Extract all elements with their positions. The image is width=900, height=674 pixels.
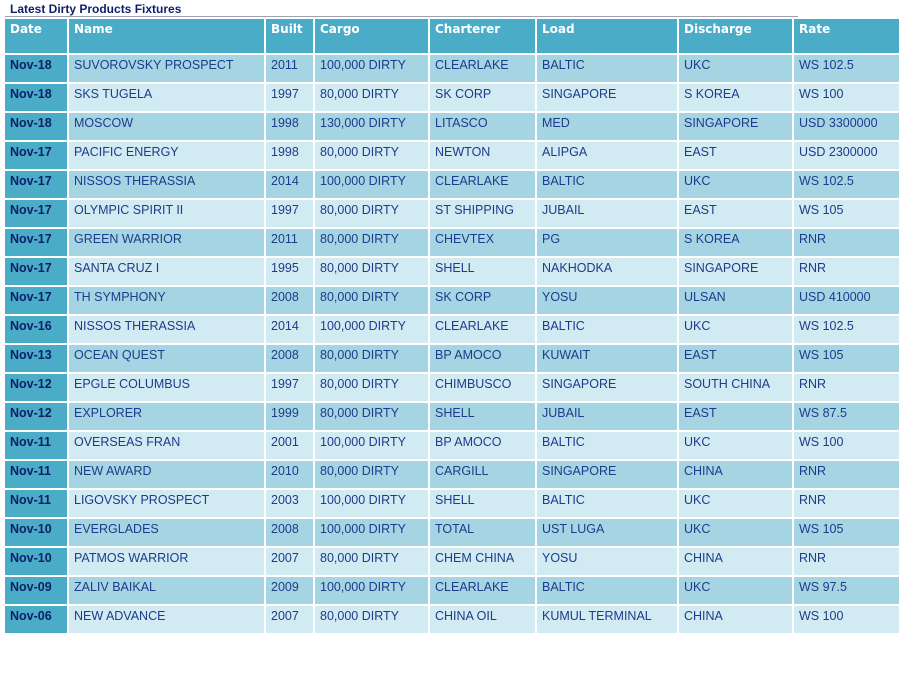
cell-built: 2014	[265, 315, 314, 344]
table-row	[5, 170, 899, 199]
cell-discharge: UKC	[678, 54, 793, 83]
cell-discharge: UKC	[678, 431, 793, 460]
cell-cargo: 80,000 DIRTY	[314, 344, 429, 373]
cell-charterer: CARGILL	[429, 460, 536, 489]
table-row	[5, 402, 899, 431]
cell-rate: WS 102.5	[793, 54, 899, 83]
cell-charterer: LITASCO	[429, 112, 536, 141]
cell-charterer: TOTAL	[429, 518, 536, 547]
cell-name: SANTA CRUZ I	[68, 257, 265, 286]
cell-date: Nov-17	[5, 141, 68, 170]
cell-cargo: 100,000 DIRTY	[314, 170, 429, 199]
table-body	[5, 54, 899, 634]
cell-charterer: BP AMOCO	[429, 344, 536, 373]
cell-cargo: 100,000 DIRTY	[314, 518, 429, 547]
title-underline	[5, 16, 798, 17]
column-header-date: Date	[5, 19, 68, 54]
column-header-name: Name	[68, 19, 265, 54]
cell-charterer: NEWTON	[429, 141, 536, 170]
cell-name: NEW AWARD	[68, 460, 265, 489]
cell-discharge: EAST	[678, 344, 793, 373]
cell-discharge: SOUTH CHINA	[678, 373, 793, 402]
cell-charterer: SHELL	[429, 402, 536, 431]
cell-name: NISSOS THERASSIA	[68, 170, 265, 199]
cell-load: YOSU	[536, 547, 678, 576]
cell-name: TH SYMPHONY	[68, 286, 265, 315]
cell-cargo: 80,000 DIRTY	[314, 547, 429, 576]
cell-charterer: SK CORP	[429, 83, 536, 112]
cell-charterer: SHELL	[429, 489, 536, 518]
cell-discharge: EAST	[678, 141, 793, 170]
cell-name: LIGOVSKY PROSPECT	[68, 489, 265, 518]
cell-built: 1998	[265, 141, 314, 170]
cell-cargo: 100,000 DIRTY	[314, 431, 429, 460]
cell-date: Nov-17	[5, 257, 68, 286]
cell-cargo: 80,000 DIRTY	[314, 83, 429, 112]
cell-built: 1997	[265, 373, 314, 402]
cell-date: Nov-17	[5, 170, 68, 199]
cell-built: 1997	[265, 83, 314, 112]
cell-discharge: UKC	[678, 315, 793, 344]
cell-date: Nov-18	[5, 112, 68, 141]
cell-rate: WS 87.5	[793, 402, 899, 431]
header-row	[5, 19, 899, 54]
cell-load: KUMUL TERMINAL	[536, 605, 678, 634]
cell-rate: WS 97.5	[793, 576, 899, 605]
cell-date: Nov-10	[5, 518, 68, 547]
cell-built: 2010	[265, 460, 314, 489]
cell-rate: WS 100	[793, 83, 899, 112]
table-row	[5, 141, 899, 170]
cell-load: SINGAPORE	[536, 83, 678, 112]
cell-charterer: SHELL	[429, 257, 536, 286]
cell-name: SUVOROVSKY PROSPECT	[68, 54, 265, 83]
table-row	[5, 373, 899, 402]
cell-built: 2003	[265, 489, 314, 518]
cell-load: BALTIC	[536, 315, 678, 344]
table-row	[5, 199, 899, 228]
cell-date: Nov-10	[5, 547, 68, 576]
cell-date: Nov-16	[5, 315, 68, 344]
table-row	[5, 228, 899, 257]
column-header-built: Built	[265, 19, 314, 54]
table-row	[5, 547, 899, 576]
table-row	[5, 605, 899, 634]
cell-charterer: CHIMBUSCO	[429, 373, 536, 402]
cell-name: EPGLE COLUMBUS	[68, 373, 265, 402]
cell-rate: RNR	[793, 257, 899, 286]
cell-name: PACIFIC ENERGY	[68, 141, 265, 170]
table-row	[5, 257, 899, 286]
table-row	[5, 286, 899, 315]
cell-name: OLYMPIC SPIRIT II	[68, 199, 265, 228]
cell-discharge: S KOREA	[678, 228, 793, 257]
cell-date: Nov-18	[5, 83, 68, 112]
cell-built: 2014	[265, 170, 314, 199]
cell-load: NAKHODKA	[536, 257, 678, 286]
fixtures-table	[5, 19, 899, 635]
cell-built: 1997	[265, 199, 314, 228]
cell-name: NEW ADVANCE	[68, 605, 265, 634]
cell-built: 2008	[265, 518, 314, 547]
cell-name: MOSCOW	[68, 112, 265, 141]
cell-charterer: ST SHIPPING	[429, 199, 536, 228]
cell-cargo: 100,000 DIRTY	[314, 54, 429, 83]
cell-charterer: CLEARLAKE	[429, 54, 536, 83]
cell-built: 2008	[265, 286, 314, 315]
table-row	[5, 489, 899, 518]
cell-cargo: 80,000 DIRTY	[314, 402, 429, 431]
cell-name: SKS TUGELA	[68, 83, 265, 112]
cell-discharge: UKC	[678, 576, 793, 605]
cell-cargo: 80,000 DIRTY	[314, 257, 429, 286]
table-row	[5, 315, 899, 344]
cell-cargo: 100,000 DIRTY	[314, 576, 429, 605]
cell-name: EXPLORER	[68, 402, 265, 431]
cell-load: YOSU	[536, 286, 678, 315]
cell-charterer: CLEARLAKE	[429, 315, 536, 344]
cell-load: KUWAIT	[536, 344, 678, 373]
cell-date: Nov-17	[5, 228, 68, 257]
column-header-cargo: Cargo	[314, 19, 429, 54]
table-row	[5, 54, 899, 83]
page-title: Latest Dirty Products Fixtures	[10, 2, 182, 16]
cell-date: Nov-06	[5, 605, 68, 634]
cell-date: Nov-09	[5, 576, 68, 605]
cell-date: Nov-11	[5, 460, 68, 489]
cell-name: ZALIV BAIKAL	[68, 576, 265, 605]
table-row	[5, 576, 899, 605]
cell-built: 2007	[265, 605, 314, 634]
cell-rate: RNR	[793, 228, 899, 257]
cell-load: UST LUGA	[536, 518, 678, 547]
cell-built: 2001	[265, 431, 314, 460]
cell-built: 2009	[265, 576, 314, 605]
cell-load: PG	[536, 228, 678, 257]
cell-date: Nov-11	[5, 489, 68, 518]
cell-discharge: UKC	[678, 170, 793, 199]
cell-rate: RNR	[793, 547, 899, 576]
cell-rate: WS 100	[793, 431, 899, 460]
cell-built: 2011	[265, 228, 314, 257]
table-row	[5, 518, 899, 547]
cell-rate: WS 105	[793, 344, 899, 373]
cell-built: 1995	[265, 257, 314, 286]
cell-cargo: 80,000 DIRTY	[314, 605, 429, 634]
cell-load: MED	[536, 112, 678, 141]
cell-rate: RNR	[793, 460, 899, 489]
table-row	[5, 460, 899, 489]
cell-built: 2007	[265, 547, 314, 576]
cell-discharge: ULSAN	[678, 286, 793, 315]
table-row	[5, 112, 899, 141]
cell-cargo: 80,000 DIRTY	[314, 286, 429, 315]
cell-charterer: BP AMOCO	[429, 431, 536, 460]
cell-date: Nov-11	[5, 431, 68, 460]
cell-discharge: CHINA	[678, 605, 793, 634]
cell-charterer: CHEM CHINA	[429, 547, 536, 576]
cell-discharge: SINGAPORE	[678, 257, 793, 286]
cell-rate: RNR	[793, 489, 899, 518]
column-header-charterer: Charterer	[429, 19, 536, 54]
column-header-discharge: Discharge	[678, 19, 793, 54]
cell-rate: USD 410000	[793, 286, 899, 315]
cell-name: OCEAN QUEST	[68, 344, 265, 373]
cell-charterer: CLEARLAKE	[429, 576, 536, 605]
cell-load: SINGAPORE	[536, 460, 678, 489]
cell-rate: USD 2300000	[793, 141, 899, 170]
cell-load: BALTIC	[536, 54, 678, 83]
cell-built: 2011	[265, 54, 314, 83]
cell-discharge: CHINA	[678, 547, 793, 576]
cell-load: BALTIC	[536, 489, 678, 518]
cell-rate: WS 105	[793, 199, 899, 228]
cell-rate: WS 102.5	[793, 315, 899, 344]
cell-cargo: 80,000 DIRTY	[314, 141, 429, 170]
cell-rate: RNR	[793, 373, 899, 402]
cell-cargo: 80,000 DIRTY	[314, 373, 429, 402]
cell-date: Nov-12	[5, 373, 68, 402]
column-header-rate: Rate	[793, 19, 899, 54]
cell-rate: WS 102.5	[793, 170, 899, 199]
cell-charterer: SK CORP	[429, 286, 536, 315]
cell-cargo: 80,000 DIRTY	[314, 228, 429, 257]
cell-rate: USD 3300000	[793, 112, 899, 141]
cell-name: PATMOS WARRIOR	[68, 547, 265, 576]
cell-built: 2008	[265, 344, 314, 373]
cell-cargo: 80,000 DIRTY	[314, 460, 429, 489]
table-row	[5, 83, 899, 112]
cell-name: OVERSEAS FRAN	[68, 431, 265, 460]
cell-cargo: 130,000 DIRTY	[314, 112, 429, 141]
cell-load: BALTIC	[536, 170, 678, 199]
cell-name: EVERGLADES	[68, 518, 265, 547]
table-row	[5, 431, 899, 460]
column-header-load: Load	[536, 19, 678, 54]
cell-built: 1999	[265, 402, 314, 431]
cell-discharge: CHINA	[678, 460, 793, 489]
cell-date: Nov-13	[5, 344, 68, 373]
cell-discharge: UKC	[678, 518, 793, 547]
cell-date: Nov-12	[5, 402, 68, 431]
cell-charterer: CHINA OIL	[429, 605, 536, 634]
cell-load: JUBAIL	[536, 402, 678, 431]
cell-rate: WS 105	[793, 518, 899, 547]
cell-name: GREEN WARRIOR	[68, 228, 265, 257]
cell-name: NISSOS THERASSIA	[68, 315, 265, 344]
cell-built: 1998	[265, 112, 314, 141]
cell-cargo: 80,000 DIRTY	[314, 199, 429, 228]
cell-charterer: CLEARLAKE	[429, 170, 536, 199]
cell-charterer: CHEVTEX	[429, 228, 536, 257]
cell-rate: WS 100	[793, 605, 899, 634]
cell-discharge: EAST	[678, 402, 793, 431]
cell-discharge: SINGAPORE	[678, 112, 793, 141]
cell-date: Nov-17	[5, 286, 68, 315]
cell-discharge: S KOREA	[678, 83, 793, 112]
cell-date: Nov-17	[5, 199, 68, 228]
cell-load: BALTIC	[536, 576, 678, 605]
cell-cargo: 100,000 DIRTY	[314, 315, 429, 344]
cell-date: Nov-18	[5, 54, 68, 83]
cell-discharge: UKC	[678, 489, 793, 518]
cell-discharge: EAST	[678, 199, 793, 228]
cell-cargo: 100,000 DIRTY	[314, 489, 429, 518]
table-row	[5, 344, 899, 373]
cell-load: BALTIC	[536, 431, 678, 460]
cell-load: JUBAIL	[536, 199, 678, 228]
cell-load: SINGAPORE	[536, 373, 678, 402]
cell-load: ALIPGA	[536, 141, 678, 170]
